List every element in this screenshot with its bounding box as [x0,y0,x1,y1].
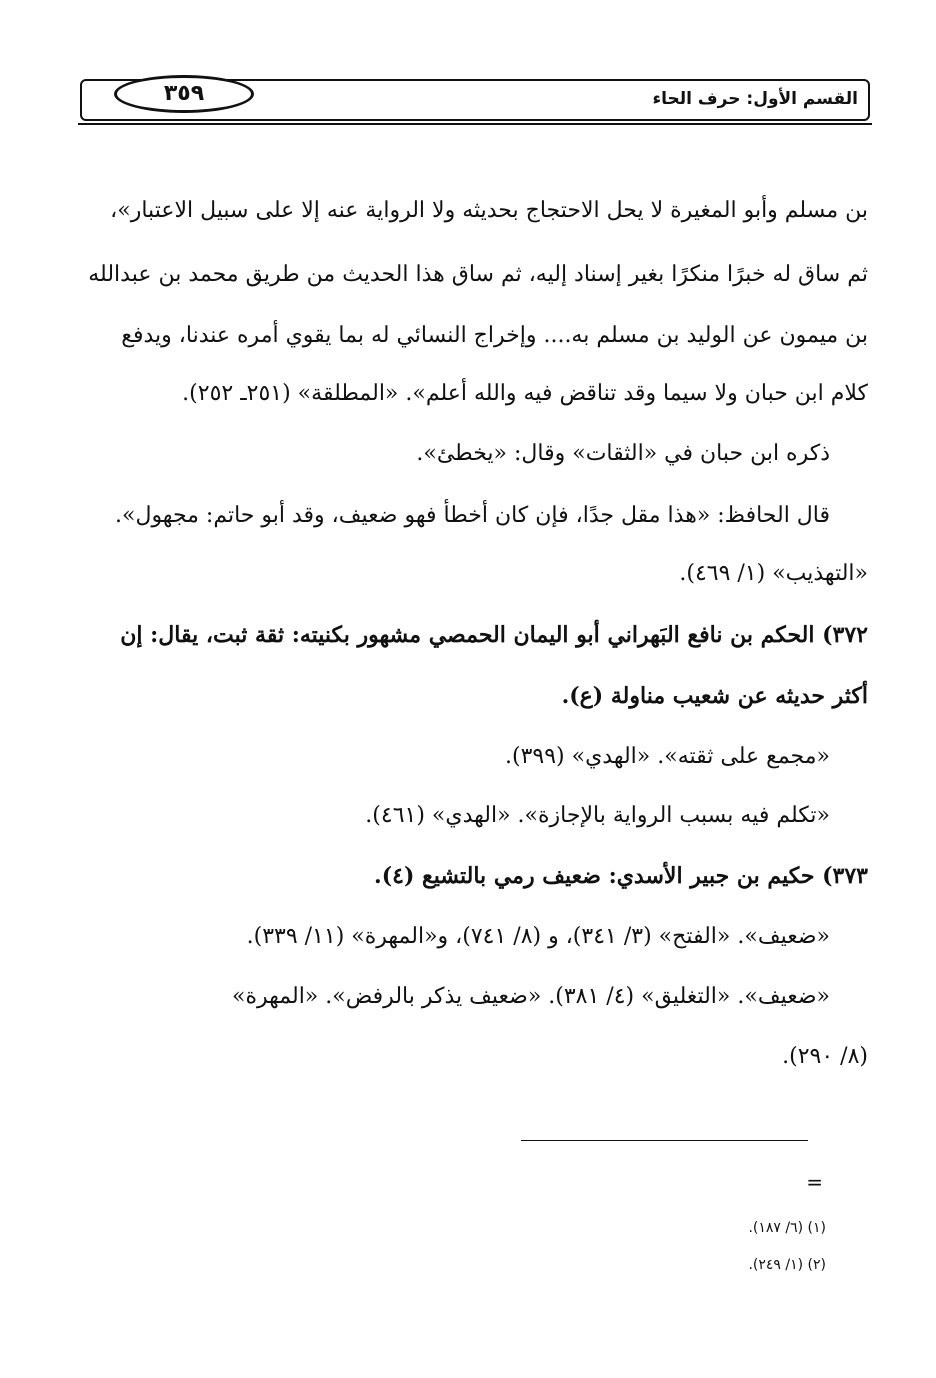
running-header [80,79,870,121]
text-line-5: ذكره ابن حبان في «الثقات» وقال: «يخطئ». [416,441,830,466]
footnote-1: (١) (٦/ ١٨٧). [748,1220,826,1236]
text-line-2: ثم ساق له خبرًا منكرًا بغير إسناد إليه، ثم ساق هذا الحديث من طريق محمد بن عبدالله [88,262,868,287]
text-line-14: «ضعيف». «التغليق» (٤/ ٣٨١). «ضعيف يذكر بالرفض». «المهرة» [232,984,830,1009]
text-line-11: «تكلم فيه بسبب الرواية بالإجازة». «الهدي» (٤٦١). [365,803,830,828]
text-line-13: «ضعيف». «الفتح» (٣/ ٣٤١)، و (٨/ ٧٤١)، و«المهرة» (١١/ ٣٣٩). [246,924,830,949]
entry-372-continuation: أكثر حديثه عن شعيب مناولة (ع). [561,683,868,709]
section-title: القسم الأول: حرف الحاء [652,89,858,109]
entry-372-heading: ٣٧٢) الحكم بن نافع البَهراني أبو اليمان الحمصي مشهور بكنيته: ثقة ثبت، يقال: إن [120,622,868,648]
text-line-1: بن مسلم وأبو المغيرة لا يحل الاحتجاج بحديثه ولا الرواية عنه إلا على سبيل الاعتبار»، [110,198,868,223]
text-line-3: بن ميمون عن الوليد بن مسلم به.... وإخراج النسائي له بما يقوي أمره عندنا، ويدفع [121,323,868,348]
text-line-10: «مجمع على ثقته». «الهدي» (٣٩٩). [505,744,830,769]
text-line-7: «التهذيب» (١/ ٤٦٩). [679,561,868,586]
footnote-continuation-mark: = [806,1170,823,1194]
entry-373-heading: ٣٧٣) حكيم بن جبير الأسدي: ضعيف رمي بالتشيع (٤). [374,863,868,889]
text-line-4: كلام ابن حبان ولا سيما وقد تناقض فيه والله أعلم». «المطلقة» (٢٥١ـ ٢٥٢). [182,381,868,406]
footnote-divider [521,1140,808,1141]
page-number: ٣٥٩ [114,75,254,113]
footnote-2: (٢) (١/ ٢٤٩). [748,1257,826,1273]
text-line-15: (٨/ ٢٩٠). [782,1044,868,1069]
text-line-6: قال الحافظ: «هذا مقل جدًا، فإن كان أخطأ فهو ضعيف، وقد أبو حاتم: مجهول». [115,503,830,528]
